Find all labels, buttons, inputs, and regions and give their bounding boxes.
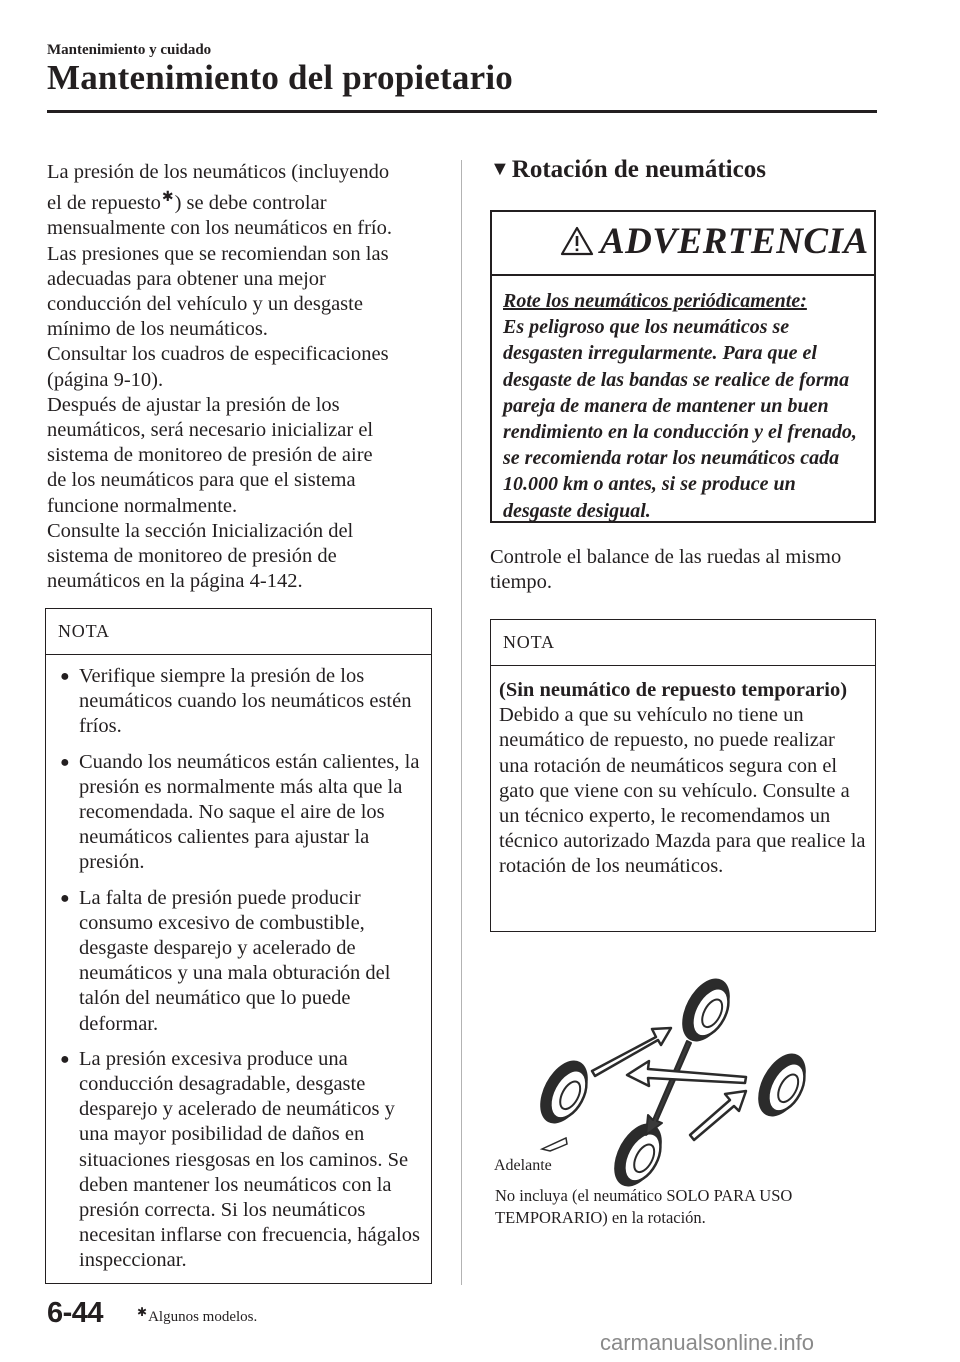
nota-list [46,655,431,1274]
warning-title: ADVERTENCIA [600,221,869,262]
page-title: Mantenimiento del propietario [47,58,513,97]
bullet-icon: ● [60,668,70,685]
figure-caption: No incluya (el neumático SOLO PARA USO TEMPORARIO) en la rotación. [495,1186,793,1227]
title-rule [47,110,877,113]
nota-subtitle: (Sin neumático de repuesto temporario) [499,679,848,701]
nota-text: Debido a que su vehículo no tiene un neumático de repuesto, no puede realizar una rotación de neumáticos segura con el gato que viene con su vehículo. Consulte a un técnico experto, le recomendamos un técnico autorizado Mazda para que realice la rotación de los neumáticos. [499,704,866,878]
section-heading: ▼Rotación de neumáticos [490,156,766,183]
footnote: ✱Algunos modelos. [137,1305,258,1325]
intro-line: neumáticos, será necesario inicializar el [47,419,374,442]
asterisk-icon: ✱ [137,1305,148,1319]
nota-box-left [45,608,432,1284]
bullet-icon: ● [60,889,70,907]
intro-line: mensualmente con los neumáticos en frío. [47,217,392,240]
intro-line: conducción del vehículo y un desgaste [47,293,363,316]
warning-body [492,276,874,524]
intro-line: (página 9-10). [47,368,164,391]
triangle-down-icon: ▼ [490,158,510,180]
arrow-icon [690,1091,746,1140]
intro-line: Las presiones que se recomiendan son las [47,242,389,265]
page-number: 6-44 [47,1297,104,1329]
intro-line: mínimo de los neumáticos. [47,318,268,341]
intro-line: sistema de monitoreo de presión de [47,545,337,568]
warning-header [492,212,874,276]
intro-line: Consultar los cuadros de especificaciones [47,343,389,366]
column-divider [461,160,462,1285]
bullet-icon: ● [60,1050,70,1068]
bullet-icon: ● [60,753,70,771]
warning-box [490,210,876,523]
asterisk-icon: ✱ [161,190,174,206]
intro-line: neumáticos en la página 4-142. [47,570,303,593]
arrow-icon [646,1041,691,1135]
intro-line: adecuadas para obtener una mejor [47,267,326,290]
front-right-tire [748,1046,815,1125]
warning-lead: Rote los neumáticos periódicamente: [503,290,807,312]
list-item: ● La falta de presión puede producir consumo excesivo de combustible, desgaste desparejo y acelerado de neumáticos y una mala obturación del talón del neumático que lo puede deformar. [60,886,391,1035]
intro-line-with-star: el de repuesto✱) se debe controlar [47,190,327,215]
nota-box-right [490,619,876,932]
front-left-tire [604,1116,671,1195]
list-item: ● Verifique siempre la presión de los neumáticos cuando los neumáticos estén fríos. [60,665,412,738]
intro-line: de los neumáticos para que el sistema [47,469,356,492]
nota-label: NOTA [503,632,555,652]
intro-paragraph [47,160,447,594]
intro-line: Consulte la sección Inicialización del [47,519,354,542]
tire-rotation-diagram [494,965,820,1180]
nota-body [491,666,875,880]
front-pointer-icon [542,1138,567,1151]
watermark: carmanualsonline.info [600,1330,815,1355]
intro-line: funcione normalmente. [47,494,238,517]
balance-paragraph: Controle el balance de las ruedas al mismo tiempo. [490,546,842,594]
list-item: ● La presión excesiva produce una conducción desagradable, desgaste desparejo y acelerado de neumáticos y una mayor posibilidad de daños en situaciones riesgosas en los caminos. Se deben mantener los neumáticos con la presión correcta. Si los neumáticos necesitan inflarse con frecuencia, hágalos inspeccionar. [60,1047,420,1272]
rear-left-tire [530,1053,597,1132]
list-item: ● Cuando los neumáticos están calientes, la presión es normalmente más alta que la recomendada. No saque el aire de los neumáticos calientes para ajustar la presión. [60,750,420,874]
nota-label: NOTA [58,621,110,641]
rear-right-tire [672,971,739,1050]
intro-line: La presión de los neumáticos (incluyendo [47,161,390,183]
front-label: Adelante [494,1157,552,1174]
section-label: Mantenimiento y cuidado [47,42,212,58]
intro-line: sistema de monitoreo de presión de aire [47,444,373,467]
warning-triangle-icon [560,226,594,256]
arrow-icon [627,1061,746,1086]
intro-line: Después de ajustar la presión de los [47,393,340,416]
warning-text: Es peligroso que los neumáticos se desgasten irregularmente. Para que el desgaste de las bandas se realice de forma pareja de manera de mantener un buen rendimiento en la conducción y el frenado, se recomienda rotar los neumáticos cada 10.000 km o antes, si se produce un desgaste desigual. [503,316,857,522]
